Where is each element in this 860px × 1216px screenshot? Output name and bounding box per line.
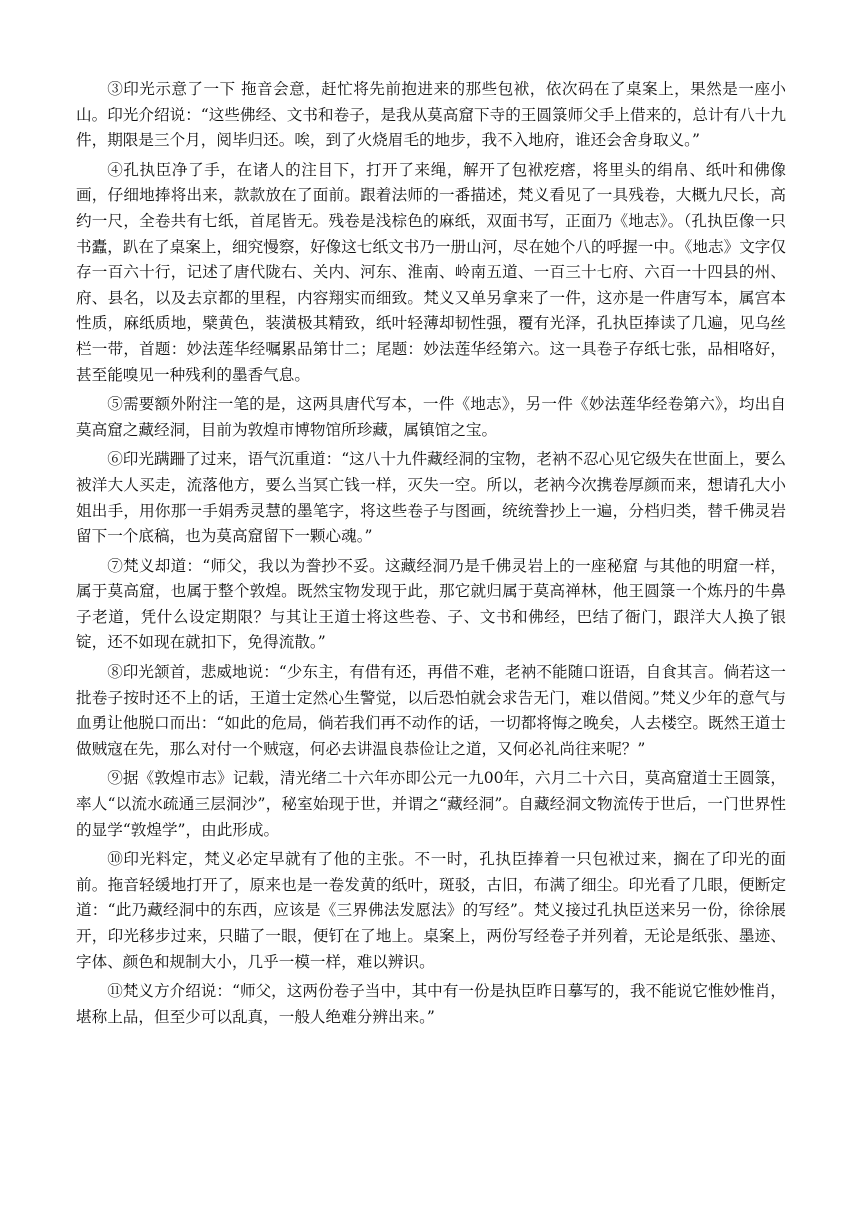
paragraph-9: ⑨据《敦煌市志》记载，清光绪二十六年亦即公元一九00年，六月二十六日，莫高窟道士王圆箓，率人“以流水疏通三层洞沙”，秘室始现于世，并谓之“藏经洞”。自藏经洞文物流传于世后，一门世界性的显学“敦煌学”，由此形成。 (76, 769, 786, 839)
paragraph-6: ⑥印光蹒跚了过来，语气沉重道：“这八十九件藏经洞的宝物，老衲不忍心见它级失在世面上，要么被洋大人买走，流落他方，要么当冥亡钱一样，灭失一空。所以，老衲今次携卷厚颜而来，想请孔大小姐出手，用你那一手娟秀灵慧的墨笔字，将这些卷子与图画，统统誊抄上一遍，分档归类，替千佛灵岩留下一个底稿，也为莫高窟留下一颗心魂。” (76, 450, 786, 546)
paragraph-5: ⑤需要额外附注一笔的是，这两具唐代写本，一件《地志》，另一件《妙法莲华经卷第六》，均出自莫高窟之藏经洞，目前为敦煌市博物馆所珍藏，属镇馆之宝。 (76, 395, 786, 439)
paragraph-11: ⑪梵义方介绍说：“师父，这两份卷子当中，其中有一份是执臣昨日摹写的，我不能说它惟妙惟肖，堪称上品，但至少可以乱真，一般人绝难分辨出来。” (76, 982, 786, 1026)
paragraph-10: ⑩印光料定，梵义必定早就有了他的主张。不一时，孔执臣捧着一只包袱过来，搁在了印光的面前。拖音轻缓地打开了，原来也是一卷发黄的纸叶，斑驳，古旧，布满了细尘。印光看了几眼，便断定道：“此乃藏经洞中的东西，应该是《三界佛法发愿法》的写经”。梵义接过孔执臣送来另一份，徐徐展开，印光移步过来，只瞄了一眼，便钉在了地上。桌案上，两份写经卷子并列着，无论是纸张、墨迹、字体、颜色和规制大小，几乎一模一样，难以辨识。 (76, 850, 786, 971)
article-body (76, 77, 786, 1030)
paragraph-4: ④孔执臣净了手，在诸人的注目下，打开了来绳，解开了包袱疙瘩，将里头的绢帛、纸叶和佛像画，仔细地捧将出来，款款放在了面前。跟着法师的一番描述，梵义看见了一具残卷，大概九尺长，高约一尺，全卷共有七纸，首尾皆无。残卷是浅棕色的麻纸，双面书写，正面乃《地志》。（孔执臣像一只书蠹，趴在了桌案上，细究慢察，好像这七纸文书乃一册山河，尽在她个八的呼握一中。《地志》文字仅存一百六十行，记述了唐代陇右、关内、河东、淮南、岭南五道、一百三十七府、六百一十四县的州、府、县名，以及去京都的里程，内容翔实而细致。梵义又单另拿来了一件，这亦是一件唐写本，属宫本性质，麻纸质地，檗黄色，装潢极其精致，纸叶轻薄却韧性强，覆有光泽，孔执臣捧读了几遍，见乌丝栏一带，首题：妙法莲华经嘱累品第廿二；尾题：妙法莲华经第六。这一具卷子存纸七张，品相咯好，甚至能嗅见一种残利的墨香气息。 (76, 160, 786, 384)
paragraph-3: ③印光示意了一下 拖音会意，赶忙将先前抱进来的那些包袱，依次码在了桌案上，果然是一座小山。印光介绍说：“这些佛经、文书和卷子，是我从莫高窟下寺的王圆箓师父手上借来的，总计有八十九件，期限是三个月，阅毕归还。唉，到了火烧眉毛的地步，我不入地府，谁还会舍身取义。” (76, 80, 786, 150)
paragraph-8: ⑧印光颔首，悲威地说：“少东主，有借有还，再借不难，老衲不能随口诳语，自食其言。倘若这一批卷子按时还不上的话，王道士定然心生警觉，以后恐怕就会求告无门，难以借阅。”梵义少年的意气与血勇让他脱口而出：“如此的危局，倘若我们再不动作的话，一切都将悔之晚矣，人去楼空。既然王道士做贼寇在先，那么对付一个贼寇，何必去讲温良恭俭让之道，又何必礼尚往来呢？” (76, 663, 786, 758)
paragraph-7: ⑦梵义却道：“师父，我以为誊抄不妥。这藏经洞乃是千佛灵岩上的一座秘窟 与其他的明窟一样，属于莫高窟，也属于整个敦煌。既然宝物发现于此，那它就归属于莫高禅林，他王圆箓一个炼丹的牛鼻子老道，凭什么设定期限？与其让王道士将这些卷、子、文书和佛经，巴结了衙门，跟洋大人换了银锭，还不如现在就扣下，免得流散。” (76, 556, 786, 652)
